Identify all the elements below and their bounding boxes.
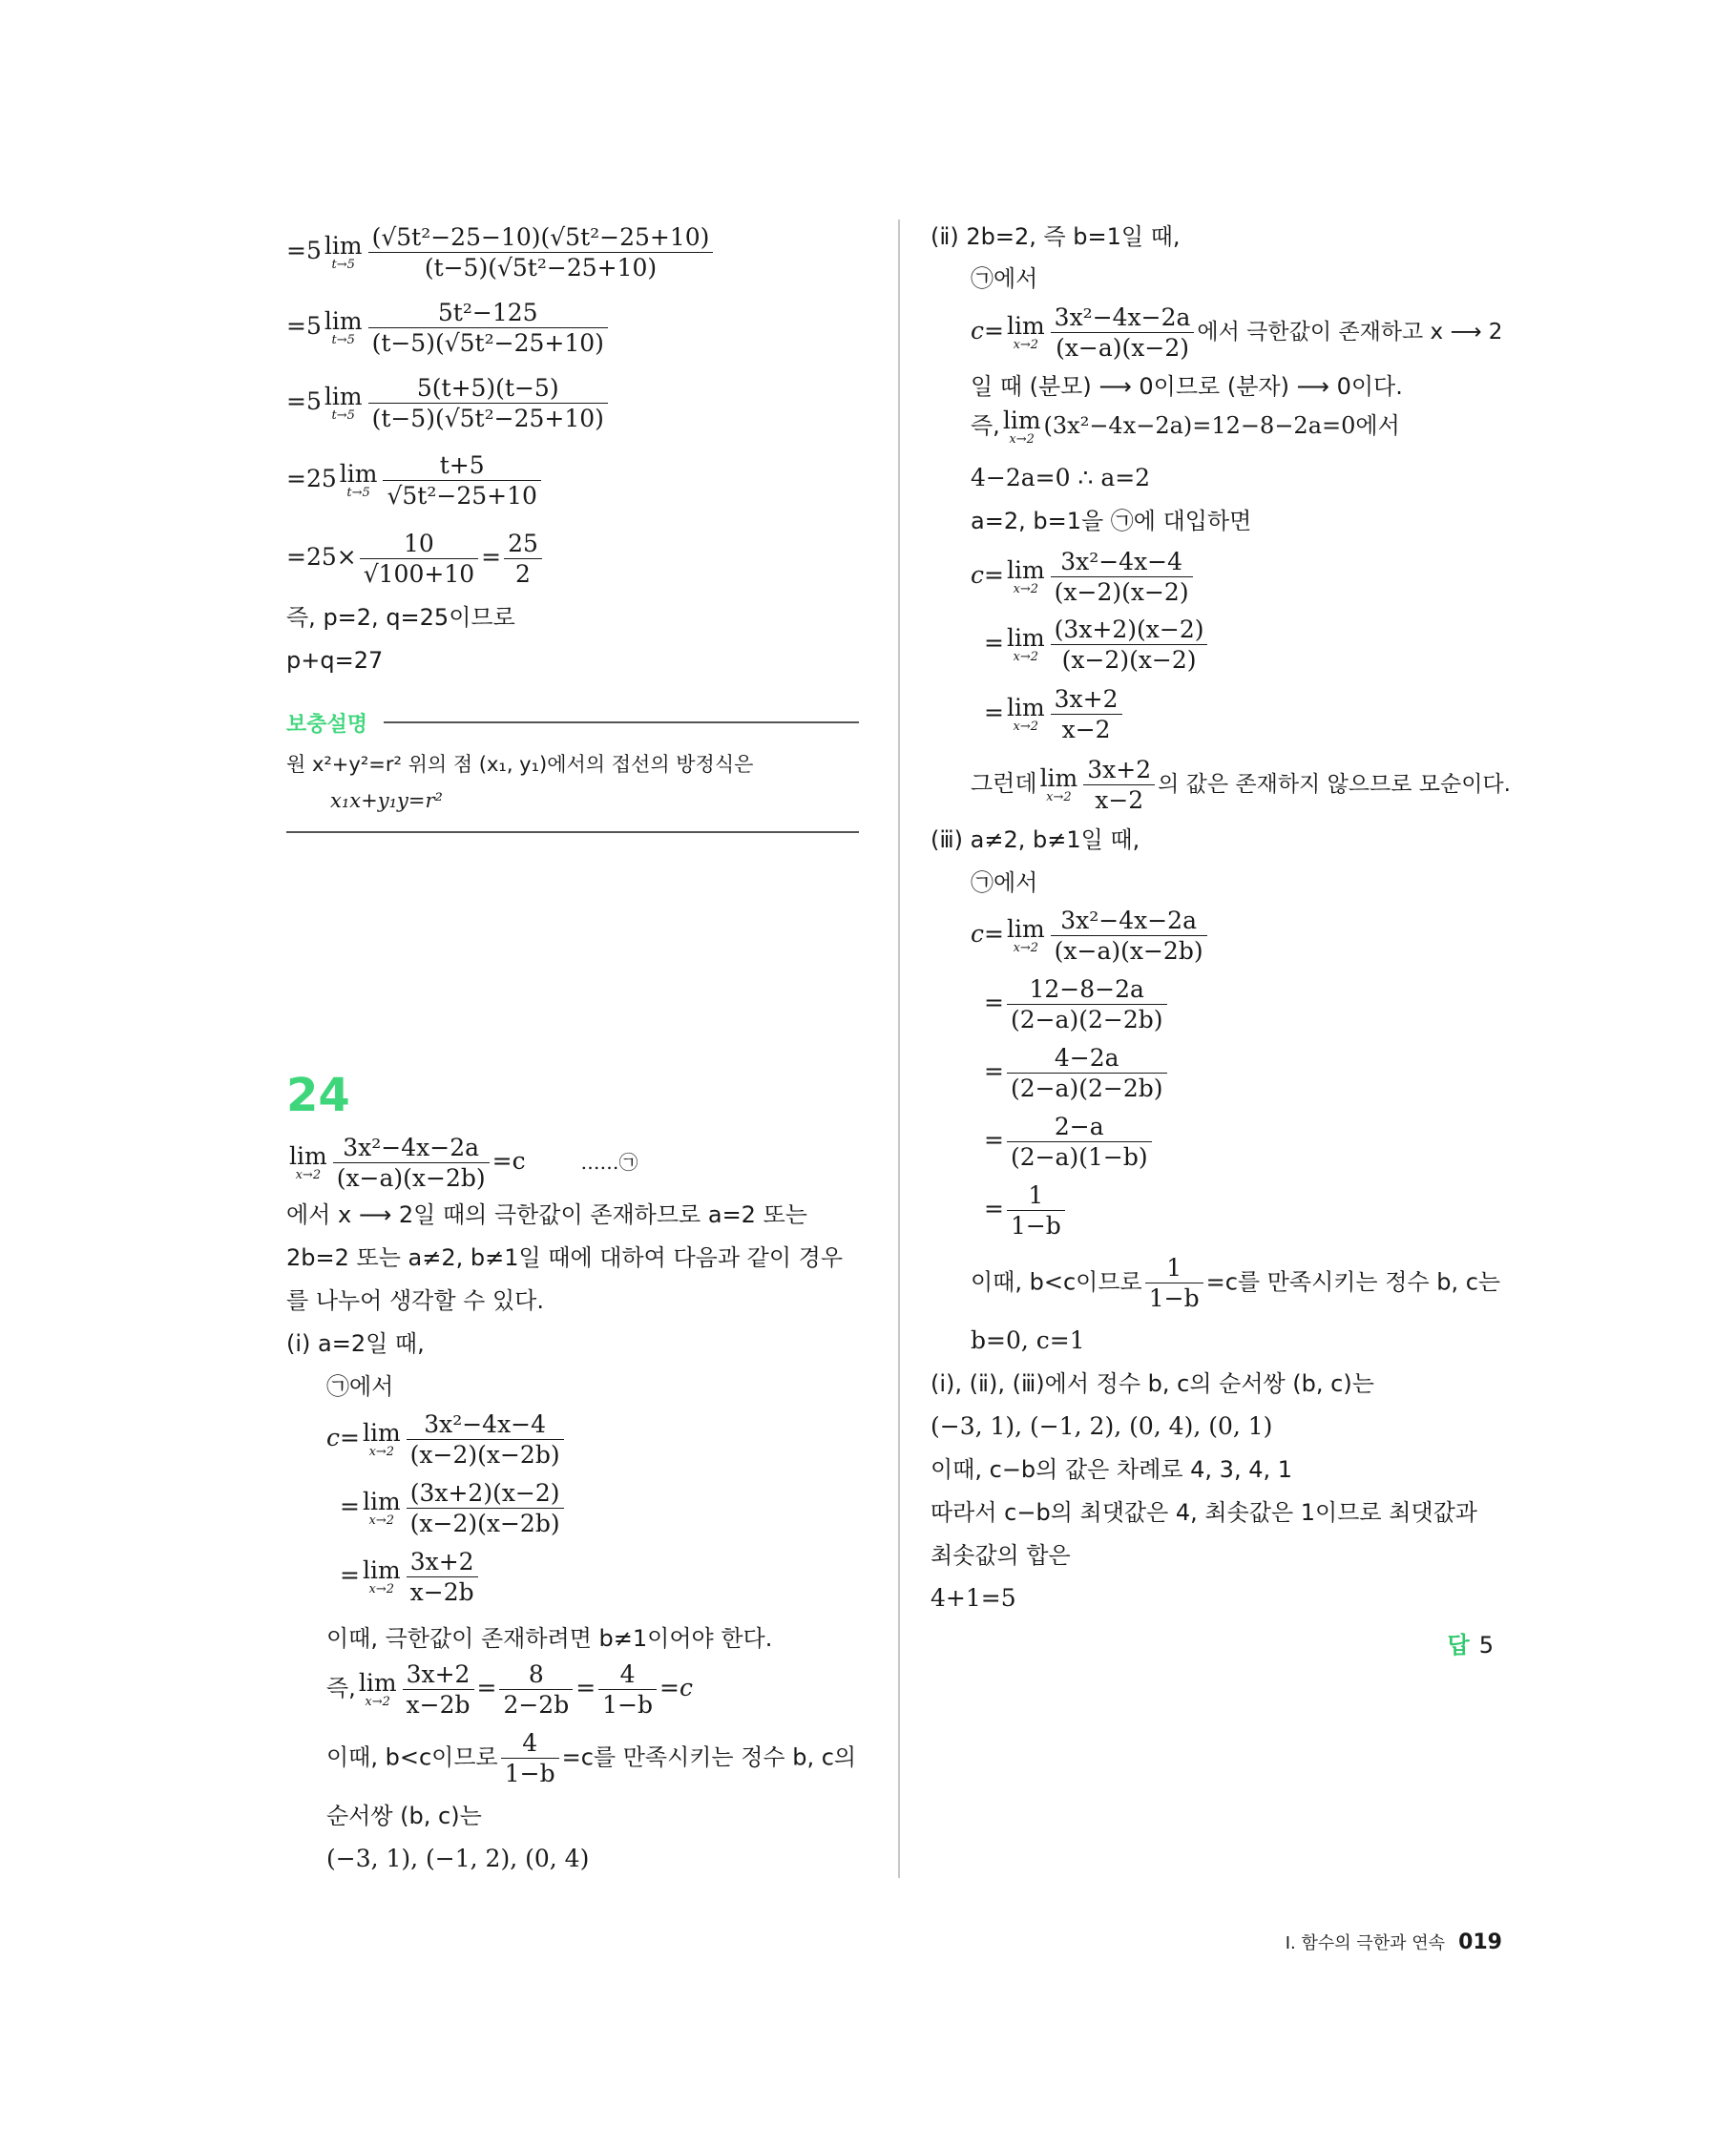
fraction: $\frac{\text{(√5t²−25−10)(√5t²−25+10)}}{\text{(t−5)(√5t²−25+10)}}$ xyxy=(368,223,714,282)
case-1-pairs: (−3, 1), (−1, 2), (0, 4) xyxy=(326,1845,590,1872)
case-2-eq-g: = lim x→2 $\frac{(3x+2)(x-2)}{(x-2)(x-2)}$ xyxy=(984,615,1210,674)
case-1-eq-a: c= lim x→2 $\frac{\text{3x²−4x−4}}{(x-2)(x-2b)}$ xyxy=(326,1410,567,1469)
fraction: $\frac{1}{1-b}$ xyxy=(1007,1181,1065,1240)
fraction: $\frac{\text{3x²−4x−2a}}{(x-a)(x-2b)}$ xyxy=(1051,907,1207,965)
case-2-eq-f: c= lim x→2 $\frac{\text{3x²−4x−4}}{(x-2)(x-2)}$ xyxy=(971,548,1196,606)
chapter-title: Ⅰ. 함수의 극한과 연속 xyxy=(1285,1933,1446,1953)
case-1-condition: 이때, 극한값이 존재하려면 b≠1이어야 한다. xyxy=(326,1625,773,1652)
case-1-eq-b: = lim x→2 $\frac{(3x+2)(x-2)}{(x-2)(x-2b)}$ xyxy=(340,1479,567,1537)
fraction: $\frac{(3x+2)(x-2)}{(x-2)(x-2)}$ xyxy=(1051,615,1208,674)
problem-text-3: 를 나누어 생각할 수 있다. xyxy=(286,1287,544,1314)
fraction: $\frac{8}{2-2b}$ xyxy=(499,1660,573,1719)
fraction: $\frac{5(t+5)(t-5)}{\text{(t−5)(√5t²−25+10)}}$ xyxy=(368,374,608,432)
case-1-eq-e: 이때, b<c이므로 $\frac{4}{1-b}$ =c를 만족시키는 정수 b, c의 xyxy=(326,1729,857,1787)
case-3-from: ㉠에서 xyxy=(971,869,1038,896)
fraction: $\frac{\text{5t²−125}}{\text{(t−5)(√5t²−25+10)}}$ xyxy=(368,299,608,357)
supplement-rule-top xyxy=(384,721,859,723)
page-footer xyxy=(1286,1930,1502,1954)
fraction: $\frac{(3x+2)(x-2)}{(x-2)(x-2b)}$ xyxy=(407,1479,564,1537)
fraction: $\frac{3x+2}{x-2}$ xyxy=(1051,685,1122,743)
summary-2: (−3, 1), (−1, 2), (0, 4), (0, 1) xyxy=(931,1412,1273,1440)
sum-line: p+q=27 xyxy=(286,647,384,674)
problem-text-2: 2b=2 또는 a≠2, b≠1일 때에 대하여 다음과 같이 경우 xyxy=(286,1244,844,1271)
summary-1: (ⅰ), (ⅱ), (ⅲ)에서 정수 b, c의 순서쌍 (b, c)는 xyxy=(931,1370,1374,1397)
case-1-heading: (ⅰ) a=2일 때, xyxy=(286,1330,425,1357)
answer-label: 답 xyxy=(1447,1632,1470,1659)
fraction: $\frac{1}{1-b}$ xyxy=(1145,1254,1203,1312)
page-number: 019 xyxy=(1458,1930,1502,1954)
supplement-rule-bottom xyxy=(286,831,859,833)
case-3-eq-a: c= lim x→2 $\frac{\text{3x²−4x−2a}}{(x-a)(x-2b)}$ xyxy=(971,907,1210,965)
case-1-from: ㉠에서 xyxy=(326,1373,394,1400)
fraction: $\frac{\text{3x²−4x−4}}{(x-2)(x-2b)}$ xyxy=(407,1410,564,1469)
case-2-eq-h: = lim x→2 $\frac{3x+2}{x-2}$ xyxy=(984,685,1125,743)
fraction: $\frac{4-2a}{(2-a)(2-2b)}$ xyxy=(1007,1044,1167,1102)
case-3-result: b=0, c=1 xyxy=(971,1326,1085,1354)
case-2-text-b: 일 때 (분모) ⟶ 0이므로 (분자) ⟶ 0이다. xyxy=(971,373,1403,400)
case-3-eq-c: = $\frac{4-2a}{(2-a)(2-2b)}$ xyxy=(984,1044,1170,1102)
fraction: $\frac{\text{3x²−4x−4}}{(x-2)(x-2)}$ xyxy=(1051,548,1193,606)
case-3-eq-b: = $\frac{12-8-2a}{(2-a)(2-2b)}$ xyxy=(984,975,1170,1033)
summary-4: 따라서 c−b의 최댓값은 4, 최솟값은 1이므로 최댓값과 xyxy=(931,1499,1477,1526)
fraction: $\frac{3x+2}{x-2b}$ xyxy=(403,1660,474,1719)
summary-6: 4+1=5 xyxy=(931,1584,1016,1612)
summary-5: 최솟값의 합은 xyxy=(931,1542,1071,1569)
case-2-eq-i: 그런데 lim x→2 $\frac{3x+2}{x-2}$ 의 값은 존재하지 않으므로 모순이다. xyxy=(971,756,1511,814)
supplement-text: 원 x²+y²=r² 위의 점 (x₁, y₁)에서의 접선의 방정식은 xyxy=(286,753,754,776)
fraction: $\frac{10}{√100+10}$ xyxy=(360,530,478,588)
eq-line-5: =25× $\frac{10}{√100+10}$ = $\frac{25}{2}$ xyxy=(286,530,545,588)
case-3-eq-f: 이때, b<c이므로 $\frac{1}{1-b}$ =c를 만족시키는 정수 b, c는 xyxy=(971,1254,1501,1312)
case-2-heading: (ⅱ) 2b=2, 즉 b=1일 때, xyxy=(931,223,1181,250)
eq-line-2: =5 lim t→5 $\frac{\text{5t²−125}}{\text{(t−5)(√5t²−25+10)}}$ xyxy=(286,299,611,357)
case-2-eq-a: c= lim x→2 $\frac{\text{3x²−4x−2a}}{(x-a)(x-2)}$ 에서 극한값이 존재하고 x ⟶ 2 xyxy=(971,303,1503,362)
case-1-eq-c: = lim x→2 $\frac{3x+2}{x-2b}$ xyxy=(340,1548,481,1606)
eq-line-4: =25 lim t→5 $\frac{t+5}{\text{√5t²−25+10}}$ xyxy=(286,451,544,510)
case-1-pairs-label: 순서쌍 (b, c)는 xyxy=(326,1803,482,1829)
case-2-from: ㉠에서 xyxy=(971,265,1038,292)
column-divider xyxy=(898,219,900,1878)
case-2-eq-c: 즉, lim x→2 (3x²−4x−2a)=12−8−2a=0에서 xyxy=(971,407,1400,447)
answer-value: 5 xyxy=(1478,1632,1494,1659)
fraction: $\frac{3x+2}{x-2b}$ xyxy=(407,1548,478,1606)
problem-number: 24 xyxy=(286,1069,350,1122)
case-1-eq-d: 즉, lim x→2 $\frac{3x+2}{x-2b}$ = $\frac{8}{2-2b}$ = $\frac{4}{1-b}$ =c xyxy=(326,1660,693,1719)
case-2-text-e: a=2, b=1을 ㉠에 대입하면 xyxy=(971,508,1252,534)
fraction: $\frac{4}{1-b}$ xyxy=(598,1660,657,1719)
answer xyxy=(1448,1626,1494,1659)
problem-text-1: 에서 x ⟶ 2일 때의 극한값이 존재하므로 a=2 또는 xyxy=(286,1201,807,1228)
case-3-heading: (ⅲ) a≠2, b≠1일 때, xyxy=(931,826,1140,853)
fraction: $\frac{4}{1-b}$ xyxy=(501,1729,559,1787)
case-2-eq-d: 4−2a=0 ∴ a=2 xyxy=(971,464,1151,491)
fraction: $\frac{12-8-2a}{(2-a)(2-2b)}$ xyxy=(1007,975,1167,1033)
case-3-eq-e: = $\frac{1}{1-b}$ xyxy=(984,1181,1068,1240)
fraction: $\frac{\text{3x²−4x−2a}}{(x-a)(x-2)}$ xyxy=(1051,303,1195,362)
eq-line-1: =5 lim t→5 $\frac{\text{(√5t²−25−10)(√5t²−25+10)}}{\text{(t−5)(√5t²−25+10)}}$ xyxy=(286,223,716,282)
pq-line: 즉, p=2, q=25이므로 xyxy=(286,604,515,631)
supplement-title: 보충설명 xyxy=(286,713,368,737)
fraction: $\frac{2-a}{(2-a)(1-b)}$ xyxy=(1007,1113,1152,1171)
summary-3: 이때, c−b의 값은 차례로 4, 3, 4, 1 xyxy=(931,1456,1293,1483)
fraction: $\frac{3x+2}{x-2}$ xyxy=(1083,756,1155,814)
problem-equation: lim x→2 $\frac{\text{3x²−4x−2a}}{(x-a)(x-2b)}$ =c ……㉠ xyxy=(289,1134,638,1192)
supplement-formula: x₁x+y₁y=r² xyxy=(330,789,443,812)
eq-line-3: =5 lim t→5 $\frac{5(t+5)(t-5)}{\text{(t−5)(√5t²−25+10)}}$ xyxy=(286,374,611,432)
fraction: $\frac{25}{2}$ xyxy=(504,530,542,588)
fraction: $\frac{\text{3x²−4x−2a}}{(x-a)(x-2b)}$ xyxy=(333,1134,490,1192)
fraction: $\frac{t+5}{\text{√5t²−25+10}}$ xyxy=(383,451,540,510)
case-3-eq-d: = $\frac{2-a}{(2-a)(1-b)}$ xyxy=(984,1113,1155,1171)
